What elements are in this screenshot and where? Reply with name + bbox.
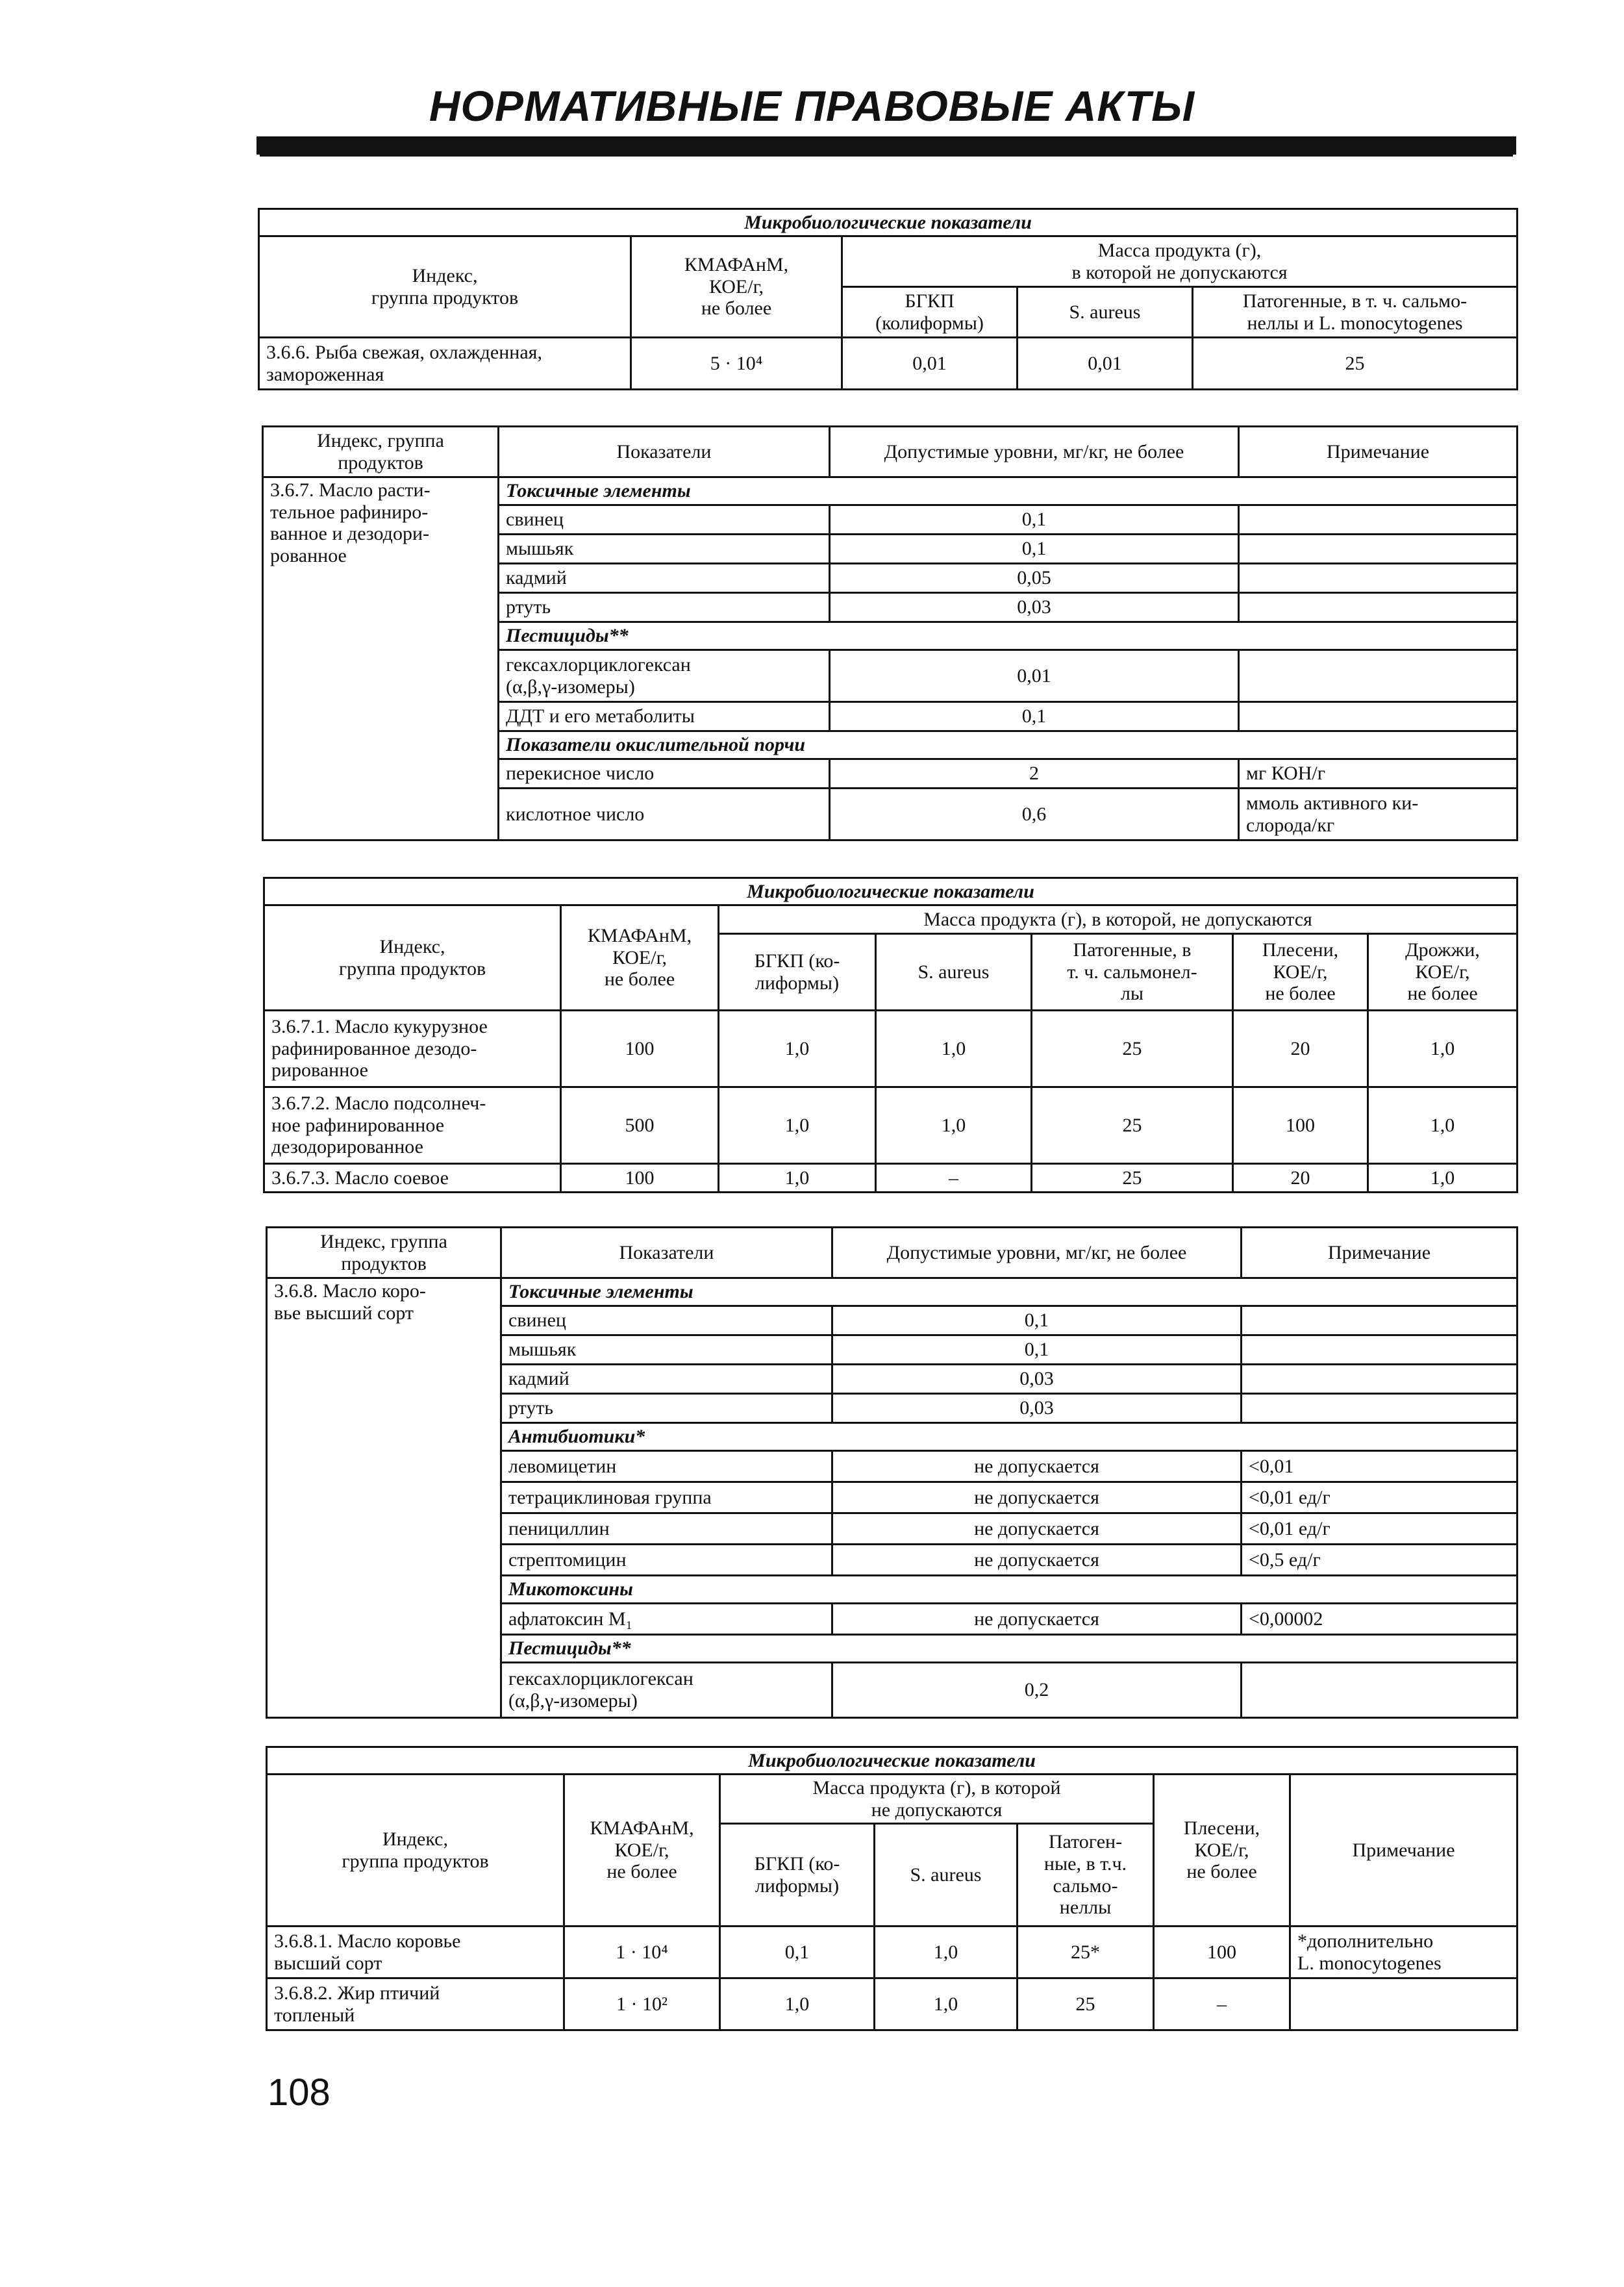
row-saureus: – [876,1164,1032,1193]
row-yeast: 1,0 [1368,1164,1518,1193]
row-mold: 20 [1233,1164,1368,1193]
indicator-name: пенициллин [501,1513,832,1545]
header-index: Индекс, группа продуктов [263,427,499,477]
table-microbiology-butter [266,1746,1518,2031]
indicator-note [1239,593,1518,622]
indicator-note [1242,1306,1518,1335]
indicator-value: 0,1 [832,1306,1242,1335]
indicator-name: мышьяк [501,1335,832,1365]
row-product-name: 3.6.8.1. Масло коровье высший сорт [267,1927,564,1978]
table-caption: Микробиологические показатели [259,209,1518,236]
header-indicators: Показатели [499,427,830,477]
table-caption: Микробиологические показатели [264,878,1518,905]
indicator-value: не допускается [832,1604,1242,1635]
indicator-note: <0,00002 [1242,1604,1518,1635]
indicator-value: 0,2 [832,1663,1242,1718]
header-kmafanm: КМАФАнМ, КОЕ/г, не более [631,236,842,338]
indicator-name: ртуть [499,593,830,622]
indicator-value: не допускается [832,1545,1242,1576]
indicator-value: 0,03 [832,1365,1242,1394]
header-index: Индекс, группа продуктов [267,1228,501,1278]
header-bgkp: БГКП (ко- лиформы) [719,934,876,1011]
row-bgkp: 1,0 [719,1087,876,1164]
indicator-note: ммоль активного ки- слорода/кг [1239,789,1518,840]
table-butter-indicators [266,1226,1518,1719]
row-product-name: 3.6.7.3. Масло соевое [264,1164,561,1193]
indicator-value: 0,1 [830,535,1239,564]
indicator-name: кадмий [501,1365,832,1394]
indicator-name: ДДТ и его метаболиты [499,702,830,731]
header-mass: Масса продукта (г), в которой не допускаются [842,236,1518,287]
header-saureus: S. aureus [875,1824,1018,1927]
indicator-value: 2 [830,759,1239,789]
header-indicators: Показатели [501,1228,832,1278]
header-mold: Плесени, КОЕ/г, не более [1154,1775,1290,1927]
header-levels: Допустимые уровни, мг/кг, не более [832,1228,1242,1278]
indicator-value: 0,1 [830,702,1239,731]
row-product-name: 3.6.7.1. Масло кукурузное рафинированное дезодо- рированное [264,1011,561,1087]
indicator-note [1242,1394,1518,1423]
row-note: *дополнительно L. monocytogenes [1290,1927,1518,1978]
header-mass: Масса продукта (г), в которой, не допускаются [719,905,1518,934]
indicator-note [1239,564,1518,593]
indicator-note: <0,01 ед/г [1242,1482,1518,1513]
row-saureus: 1,0 [876,1087,1032,1164]
indicator-value: 0,01 [830,650,1239,702]
header-rule [256,136,1516,155]
indicator-name: гексахлорциклогексан (α,β,γ-изомеры) [499,650,830,702]
section-oxidative-spoilage: Показатели окислительной порчи [499,731,1518,759]
row-bgkp: 1,0 [719,1011,876,1087]
row-bgkp: 1,0 [719,1164,876,1193]
indicator-note [1242,1663,1518,1718]
indicator-value: 0,05 [830,564,1239,593]
page-number: 108 [268,2071,331,2114]
header-kmafanm: КМАФАнМ, КОЕ/г, не более [564,1775,720,1927]
row-pathogen: 25 [1018,1978,1154,2030]
table-caption: Микробиологические показатели [267,1747,1518,1775]
section-toxic-elements: Токсичные элементы [499,477,1518,505]
row-mold: 100 [1233,1087,1368,1164]
table-row [264,1164,1518,1193]
indicator-note: <0,01 ед/г [1242,1513,1518,1545]
table-microbiology-fish [258,208,1518,390]
header-kmafanm: КМАФАнМ, КОЕ/г, не более [561,905,719,1011]
row-pathogen: 25 [1032,1164,1233,1193]
header-index: Индекс, группа продуктов [259,236,631,338]
table-row [259,338,1518,390]
header-yeast: Дрожжи, КОЕ/г, не более [1368,934,1518,1011]
row-bgkp: 1,0 [720,1978,875,2030]
product-group: 3.6.7. Масло расти- тельное рафиниро- ванное и дезодори- рованное [263,477,499,840]
section-pesticides: Пестициды** [501,1635,1518,1663]
row-mold: 100 [1154,1927,1290,1978]
indicator-value: 0,1 [830,505,1239,535]
row-pathogen: 25 [1193,338,1518,390]
table-row [267,1978,1518,2030]
indicator-name: перекисное число [499,759,830,789]
header-bgkp: БГКП (ко- лиформы) [720,1824,875,1927]
indicator-note: мг КОН/г [1239,759,1518,789]
header-note: Примечание [1239,427,1518,477]
row-product-name: 3.6.7.2. Масло подсолнеч- ное рафинированное дезодорированное [264,1087,561,1164]
page-header-title: НОРМАТИВНЫЕ ПРАВОВЫЕ АКТЫ [429,82,1195,130]
header-levels: Допустимые уровни, мг/кг, не более [830,427,1239,477]
indicator-value: не допускается [832,1482,1242,1513]
row-mold: – [1154,1978,1290,2030]
row-kmafanm: 1 · 10⁴ [564,1927,720,1978]
section-antibiotics: Антибиотики* [501,1423,1518,1451]
row-saureus: 1,0 [875,1927,1018,1978]
indicator-value: 0,03 [832,1394,1242,1423]
row-pathogen: 25 [1032,1087,1233,1164]
section-mycotoxins: Микотоксины [501,1576,1518,1604]
table-row [264,1087,1518,1164]
section-toxic-elements: Токсичные элементы [501,1278,1518,1306]
indicator-name: левомицетин [501,1451,832,1482]
indicator-name: ртуть [501,1394,832,1423]
row-saureus: 1,0 [876,1011,1032,1087]
indicator-note [1239,650,1518,702]
indicator-value: не допускается [832,1451,1242,1482]
indicator-note [1239,702,1518,731]
row-pathogen: 25* [1018,1927,1154,1978]
header-saureus: S. aureus [1018,287,1193,338]
indicator-note [1242,1365,1518,1394]
row-saureus: 1,0 [875,1978,1018,2030]
indicator-note [1239,535,1518,564]
indicator-name: кадмий [499,564,830,593]
indicator-value: 0,1 [832,1335,1242,1365]
indicator-name: мышьяк [499,535,830,564]
row-yeast: 1,0 [1368,1087,1518,1164]
row-kmafanm: 100 [561,1164,719,1193]
header-mold: Плесени, КОЕ/г, не более [1233,934,1368,1011]
indicator-name: свинец [501,1306,832,1335]
row-product-name: 3.6.6. Рыба свежая, охлажденная, замороженная [259,338,631,390]
indicator-note: <0,5 ед/г [1242,1545,1518,1576]
indicator-value: 0,6 [830,789,1239,840]
header-bgkp: БГКП (колиформы) [842,287,1018,338]
indicator-name: тетрациклиновая группа [501,1482,832,1513]
indicator-note [1242,1335,1518,1365]
row-kmafanm: 500 [561,1087,719,1164]
header-pathogen: Патоген- ные, в т.ч. сальмо- неллы [1018,1824,1154,1927]
row-yeast: 1,0 [1368,1011,1518,1087]
indicator-name: свинец [499,505,830,535]
indicator-value: 0,03 [830,593,1239,622]
table-microbiology-vegetable-oil [263,877,1518,1193]
indicator-note: <0,01 [1242,1451,1518,1482]
header-mass: Масса продукта (г), в которой не допускаются [720,1775,1154,1824]
product-group: 3.6.8. Масло коро- вье высший сорт [267,1278,501,1718]
row-mold: 20 [1233,1011,1368,1087]
header-note: Примечание [1242,1228,1518,1278]
row-bgkp: 0,1 [720,1927,875,1978]
table-row [264,1011,1518,1087]
row-product-name: 3.6.8.2. Жир птичий топленый [267,1978,564,2030]
row-saureus: 0,01 [1018,338,1193,390]
indicator-name: стрептомицин [501,1545,832,1576]
row-kmafanm: 5 · 10⁴ [631,338,842,390]
header-index: Индекс, группа продуктов [264,905,561,1011]
indicator-name: гексахлорциклогексан (α,β,γ-изомеры) [501,1663,832,1718]
section-pesticides: Пестициды** [499,622,1518,650]
indicator-name: афлатоксин M₁ [501,1604,832,1635]
indicator-value: не допускается [832,1513,1242,1545]
row-bgkp: 0,01 [842,338,1018,390]
header-pathogen: Патогенные, в т. ч. сальмонел- лы [1032,934,1233,1011]
row-kmafanm: 100 [561,1011,719,1087]
row-kmafanm: 1 · 10² [564,1978,720,2030]
indicator-name: кислотное число [499,789,830,840]
header-saureus: S. aureus [876,934,1032,1011]
header-pathogen: Патогенные, в т. ч. сальмо- неллы и L. monocytogenes [1193,287,1518,338]
table-row [267,1927,1518,1978]
table-vegetable-oil-indicators [262,425,1518,841]
indicator-note [1239,505,1518,535]
header-index: Индекс, группа продуктов [267,1775,564,1927]
header-note: Примечание [1290,1775,1518,1927]
row-pathogen: 25 [1032,1011,1233,1087]
row-note [1290,1978,1518,2030]
